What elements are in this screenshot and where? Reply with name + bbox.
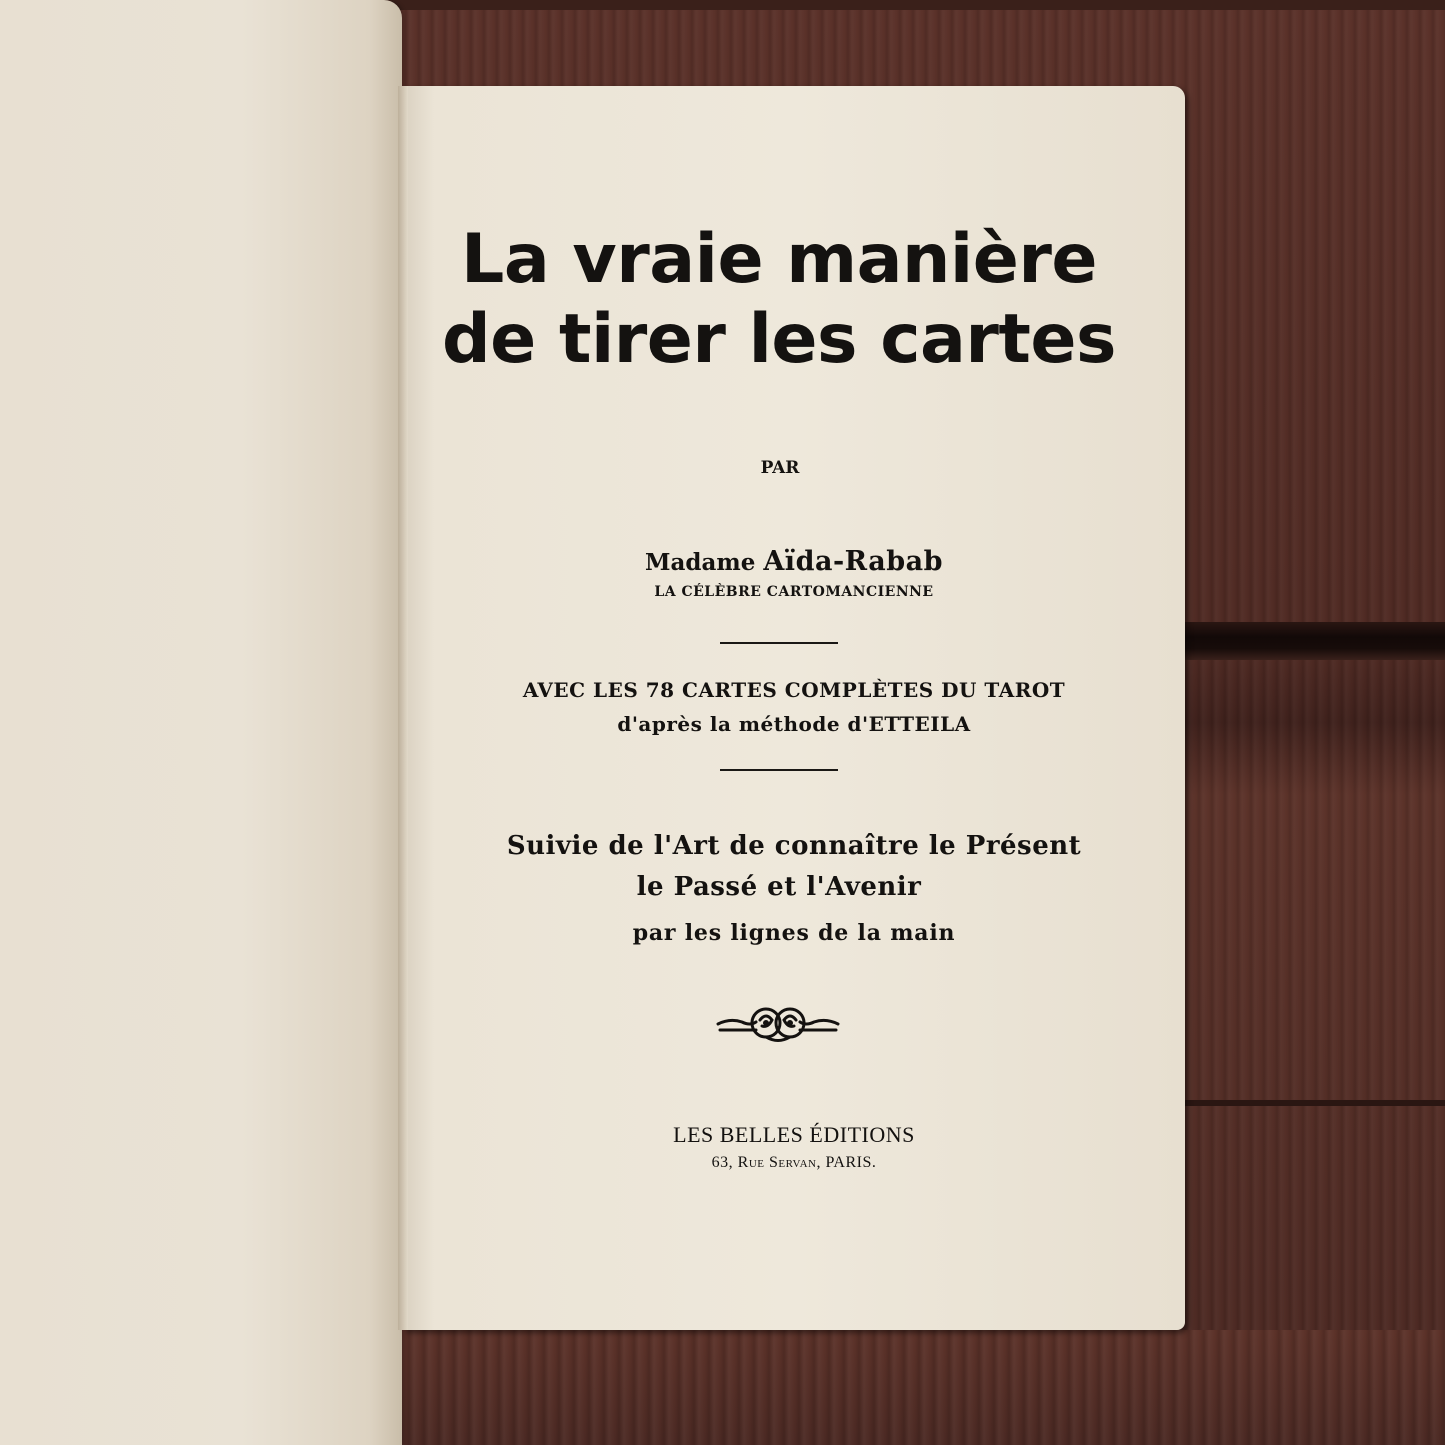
wood-plank-gap-lower [1180, 1100, 1445, 1106]
tarot-line: AVEC LES 78 CARTES COMPLÈTES DU TAROT [522, 678, 1066, 702]
publisher-name: LES BELLES ÉDITIONS [673, 1122, 915, 1147]
followed-line-1: Suivie de l'Art de connaître le Présent [506, 831, 1082, 861]
method-line: d'après la méthode d'ETTEILA [617, 712, 971, 736]
author-subtitle: LA CÉLÈBRE CARTOMANCIENNE [654, 584, 934, 600]
book-title-line-1: La vraie manière [461, 220, 1097, 299]
author-name: Aïda-Rabab [763, 546, 943, 577]
divider-rule-2 [720, 769, 838, 771]
divider-rule-1 [720, 642, 838, 644]
floral-knot-ornament-icon [716, 1000, 840, 1046]
book-title [420, 220, 1138, 380]
author-prefix: Madame [645, 549, 764, 576]
wood-plank-gap [1180, 622, 1445, 660]
left-blank-page [0, 0, 402, 1445]
followed-line-2: le Passé et l'Avenir [636, 872, 922, 902]
book-title-line-2: de tirer les cartes [441, 300, 1117, 379]
followed-line-3: par les lignes de la main [632, 920, 956, 946]
publisher-address: 63, Rue Servan, PARIS. [711, 1154, 877, 1171]
by-label: PAR [760, 458, 800, 478]
author-line [403, 546, 1185, 577]
